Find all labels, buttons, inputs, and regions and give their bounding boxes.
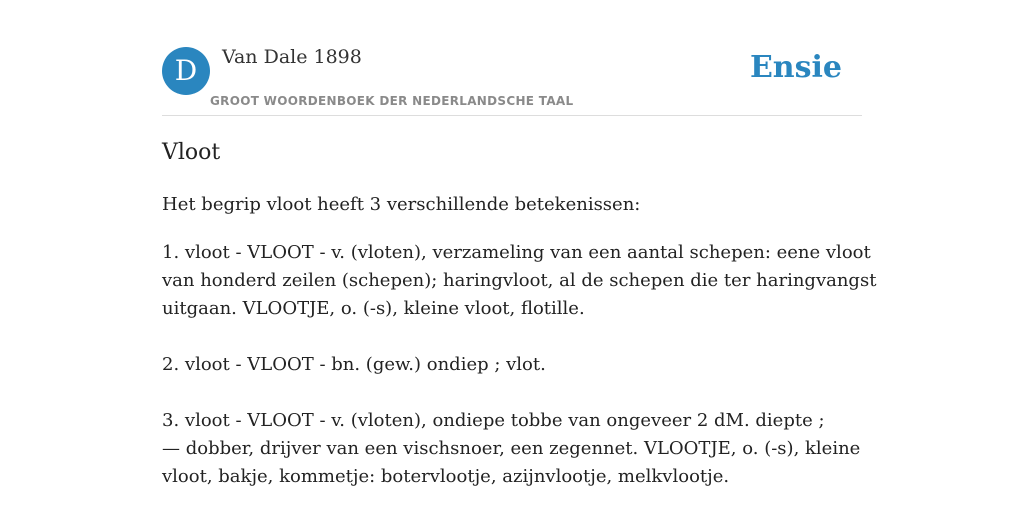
- source-avatar[interactable]: D: [162, 47, 210, 95]
- definition-line: 1. vloot - VLOOT - v. (vloten), verzameling van een aantal schepen: eene vloot: [162, 242, 871, 263]
- source-name[interactable]: Van Dale 1898: [222, 46, 362, 68]
- definition-item: [162, 407, 862, 491]
- definition-line: van honderd zeilen (schepen); haringvloot, al de schepen die ter haringvangst: [162, 270, 877, 291]
- brand-logo[interactable]: Ensie: [749, 50, 842, 85]
- definitions-list: [162, 239, 877, 512]
- definition-line: vloot, bakje, kommetje: botervlootje, azijnvlootje, melkvlootje.: [162, 466, 730, 487]
- header: [162, 0, 862, 116]
- entry-title: Vloot: [162, 140, 221, 165]
- definition-line: 3. vloot - VLOOT - v. (vloten), ondiepe tobbe van ongeveer 2 dM. diepte ;: [162, 410, 825, 431]
- definition-item: [162, 351, 862, 379]
- definition-line: uitgaan. VLOOTJE, o. (-s), kleine vloot, flotille.: [162, 298, 585, 319]
- header-divider: [162, 115, 862, 116]
- source-subtitle: GROOT WOORDENBOEK DER NEDERLANDSCHE TAAL: [210, 94, 574, 108]
- definition-line: — dobber, drijver van een vischsnoer, een zegennet. VLOOTJE, o. (-s), kleine: [162, 438, 861, 459]
- entry-intro: Het begrip vloot heeft 3 verschillende betekenissen:: [162, 194, 641, 215]
- definition-line: 2. vloot - VLOOT - bn. (gew.) ondiep ; vlot.: [162, 354, 546, 375]
- definition-item: [162, 239, 877, 323]
